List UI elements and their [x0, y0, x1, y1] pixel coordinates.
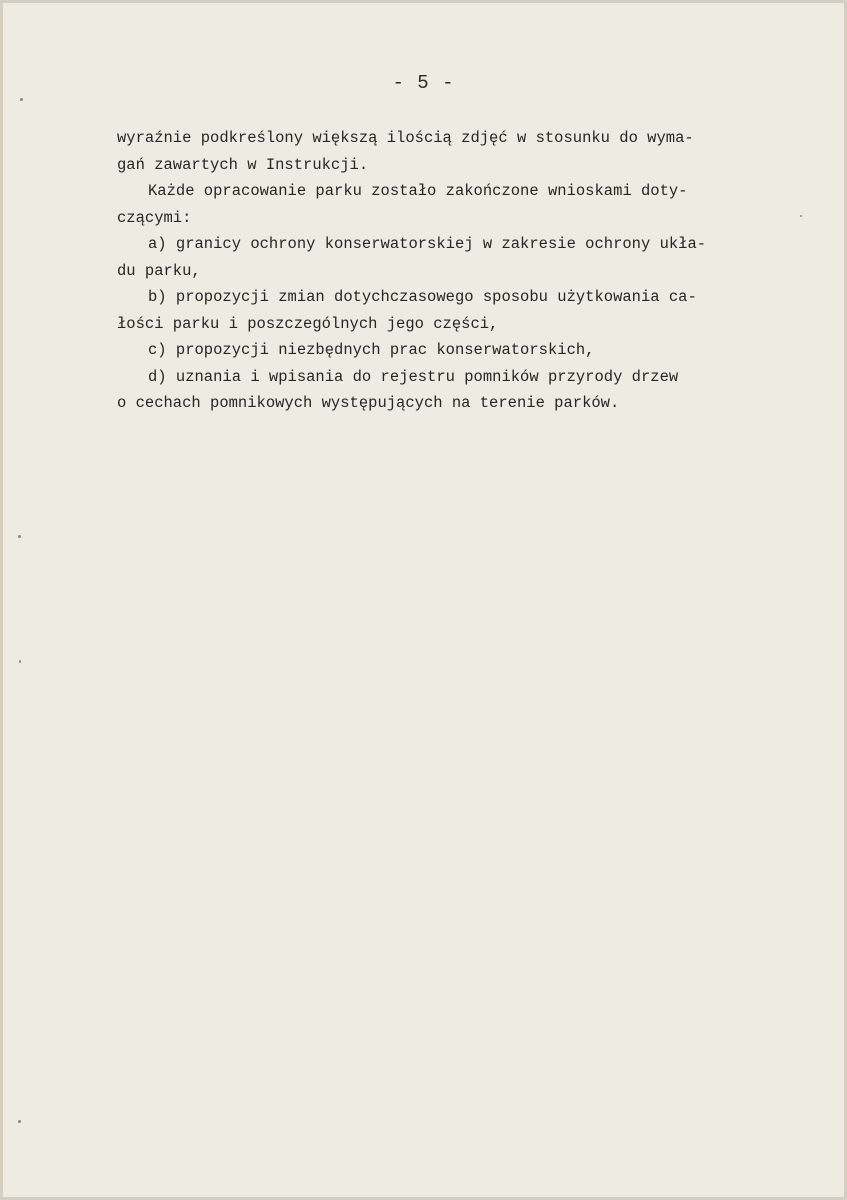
text-line: du parku, [117, 261, 201, 280]
text-line: wyraźnie podkreślony większą ilością zdjęć w stosunku do wyma- [117, 129, 694, 147]
scan-speck [800, 215, 802, 217]
list-item-c: c) propozycji niezbędnych prac konserwatorskich, [148, 341, 595, 359]
list-item-a: a) granicy ochrony konserwatorskiej w zakresie ochrony ukła- [148, 235, 707, 253]
page-number: - 5 - [392, 72, 455, 94]
scan-speck [18, 1120, 21, 1123]
list-item-b: b) propozycji zmian dotychczasowego sposobu użytkowania ca- [148, 288, 697, 306]
scan-speck [19, 660, 21, 663]
text-line: Każde opracowanie parku zostało zakończone wnioskami doty- [148, 182, 688, 200]
scan-speck [18, 535, 21, 538]
text-line: o cechach pomnikowych występujących na terenie parków. [117, 394, 620, 412]
text-line: czącymi: [117, 208, 192, 227]
text-line: łości parku i poszczególnych jego części, [117, 314, 499, 333]
scan-speck [20, 98, 23, 101]
body-text [117, 125, 797, 417]
text-line: gań zawartych w Instrukcji. [117, 155, 369, 174]
list-item-d: d) uznania i wpisania do rejestru pomników przyrody drzew [148, 367, 679, 386]
